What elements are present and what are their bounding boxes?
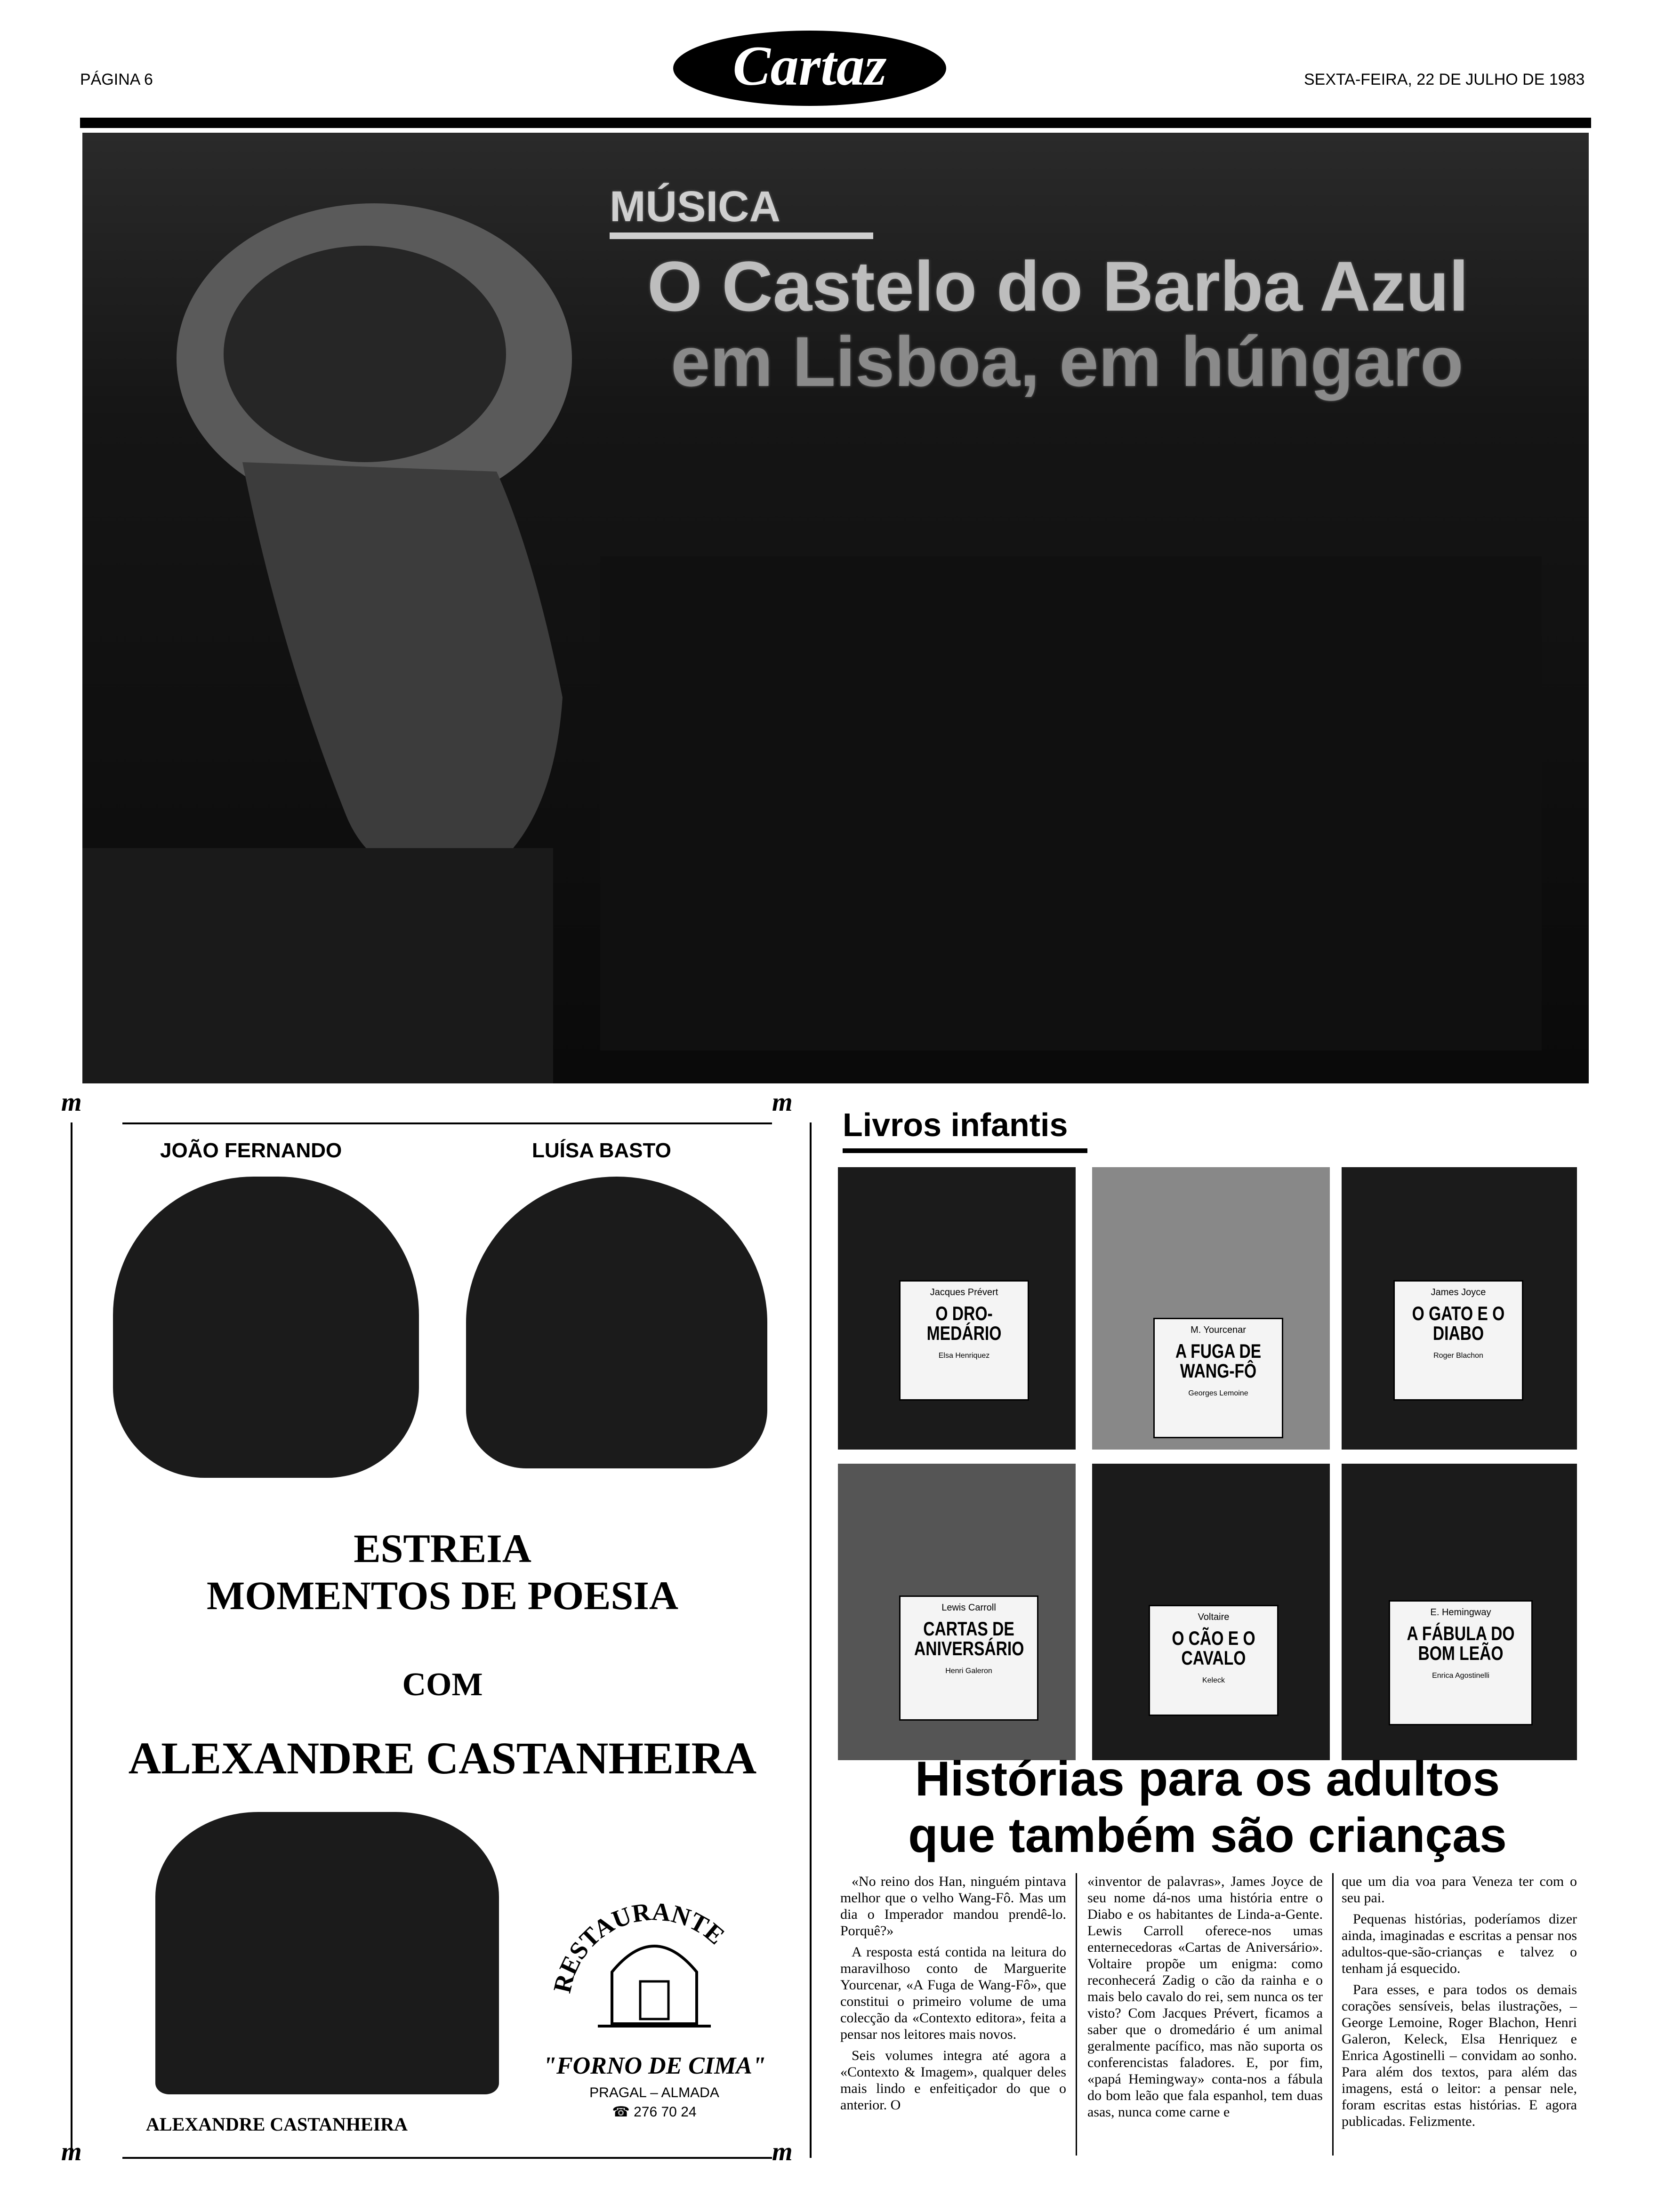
paragraph: «No reino dos Han, ninguém pintava melhor que o velho Wang-Fô. Mas um dia o Imperador mandou prendê-lo. Porquê?»	[840, 1874, 1066, 1939]
book-author: E. Hemingway	[1430, 1607, 1491, 1618]
book-title: CARTAS DE ANIVERSÁRIO	[914, 1618, 1024, 1659]
restaurant-phone: ☎ 276 70 24	[612, 2104, 697, 2120]
book-title: O DRO-MEDÁRIO	[926, 1302, 1002, 1344]
book-cover-6	[1389, 1600, 1533, 1725]
joao-fernando-photo	[113, 1177, 419, 1478]
musica-title-line1: O Castelo do Barba Azul	[647, 247, 1469, 326]
book-author: James Joyce	[1431, 1287, 1486, 1298]
book-illustration-3	[1342, 1167, 1577, 1450]
page-date: SEXTA-FEIRA, 22 DE JULHO DE 1983	[1304, 71, 1585, 88]
article-column-3	[1342, 1873, 1577, 2156]
section-underline	[610, 232, 873, 239]
paragraph: Para esses, e para todos os demais corações sensíveis, belas ilustrações, – George Lemoine, Roger Blachon, Henri Galeron, Keleck, Elsa Henriquez e Enrica Agostinelli – convidam ao sonho. Para além dos textos, para além das imagens, está o leitor: a pensar nele, foram escritas estas histórias. E agora publicadas. Felizmente.	[1342, 1982, 1577, 2129]
section-label-musica: MÚSICA	[610, 183, 780, 231]
book-illustration-6	[1342, 1464, 1577, 1760]
book-cover-5	[1149, 1605, 1279, 1716]
restaurant-logo	[541, 1864, 767, 2061]
book-title: A FÁBULA DO BOM LEÃO	[1407, 1622, 1515, 1664]
photo-caption: ALEXANDRE CASTANHEIRA	[146, 2114, 408, 2135]
book-illustration-5	[1092, 1464, 1330, 1760]
ad-bottom-rule	[122, 2157, 772, 2159]
paragraph: A resposta está contida na leitura do maravilhoso conto de Marguerite Yourcenar, «A Fuga de Wang-Fô», que constitui o primeiro volume de uma colecção da «Contexto editora», feita a pensar nos leitores mais novos.	[840, 1944, 1066, 2042]
book-cover-grid	[838, 1167, 1577, 1760]
book-cover-2	[1153, 1318, 1283, 1438]
logo-text: Cartaz	[732, 34, 887, 97]
livros-headline-line1: Histórias para os adultos	[915, 1752, 1500, 1806]
book-illustrator: Roger Blachon	[1433, 1352, 1483, 1360]
ad-line-momentos: MOMENTOS DE POESIA	[207, 1573, 678, 1618]
article-column-2	[1087, 1873, 1323, 2156]
restaurant-name: "FORNO DE CIMA"	[543, 2052, 766, 2079]
page-number: PÁGINA 6	[80, 71, 153, 88]
m-logo-top-right: m	[772, 1088, 793, 1117]
book-author: M. Yourcenar	[1190, 1325, 1246, 1335]
book-author: Jacques Prévert	[930, 1287, 998, 1298]
paragraph: Pequenas histórias, poderíamos dizer ainda, imaginadas e escritas a pensar nos adultos-que-são-crianças e talvez o tenham já esquecido.	[1342, 1911, 1577, 1976]
restaurant-arc-text: RESTAURANTE	[547, 1897, 730, 1996]
book-author: Voltaire	[1198, 1612, 1230, 1622]
article-column-1	[840, 1873, 1066, 2156]
column-divider	[1332, 1873, 1334, 2156]
m-logo-bottom-left: m	[61, 2137, 82, 2166]
restaurant-place: PRAGAL – ALMADA	[589, 2085, 719, 2100]
paragraph: «inventor de palavras», James Joyce de seu nome dá-nos uma história entre o Diabo e os habitantes de Linda-a-Gente. Lewis Carroll oferece-nos umas enternecedoras «Cartas de Aniversário». Voltaire propõe um enigma: como reconhecerá Zadig o cão da rainha e o mais belo cavalo do rei, sem nunca os ter visto? Com Jacques Prévert, ficamos a saber que o dromedário é um animal geralmente pacífico, mas não suporta os conferencistas faladores. E, por fim, «papá Hemingway» conta-nos a fábula do bom leão que fala espanhol, tem duas asas, nunca come carne e	[1087, 1874, 1323, 2120]
column-divider	[1076, 1873, 1077, 2156]
book-title: O CÃO E O CAVALO	[1172, 1627, 1255, 1669]
book-cover-1	[899, 1280, 1029, 1401]
book-title: O GATO E O DIABO	[1412, 1302, 1505, 1344]
paragraph: que um dia voa para Veneza ter com o seu pai.	[1342, 1874, 1577, 1906]
luisa-basto-photo	[466, 1177, 767, 1468]
livros-underline	[843, 1148, 1087, 1153]
masthead-logo	[664, 24, 956, 113]
ad-line-castanheira: ALEXANDRE CASTANHEIRA	[128, 1733, 757, 1783]
book-cover-3	[1393, 1280, 1523, 1401]
m-logo-bottom-right: m	[772, 2137, 793, 2166]
book-cover-4	[899, 1595, 1038, 1721]
ad-line-com: COM	[402, 1667, 483, 1703]
m-logo-top-left: m	[61, 1088, 82, 1117]
ad-left-border	[71, 1122, 72, 2158]
ad-right-border	[810, 1122, 812, 2158]
book-illustrator: Enrica Agostinelli	[1432, 1672, 1489, 1680]
book-illustration-2	[1092, 1167, 1330, 1450]
book-illustrator: Georges Lemoine	[1188, 1389, 1248, 1397]
performer2-name: LUÍSA BASTO	[532, 1139, 671, 1162]
book-title: A FUGA DE WANG-FÔ	[1175, 1340, 1262, 1382]
ad-line-estreia: ESTREIA	[354, 1526, 531, 1571]
ad-top-rule	[122, 1122, 772, 1124]
book-illustrator: Keleck	[1202, 1676, 1225, 1684]
paragraph: Seis volumes integra até agora a «Contexto & Imagem», qualquer deles mais lindo e enfeitiçador do que o anterior. O	[840, 2048, 1066, 2113]
book-author: Lewis Carroll	[941, 1603, 996, 1613]
musica-photo-block	[82, 133, 1589, 1083]
alexandre-castanheira-photo	[155, 1812, 499, 2094]
section-label-livros: Livros infantis	[843, 1106, 1068, 1143]
book-illustration-1	[838, 1167, 1076, 1450]
book-illustrator: Elsa Henriquez	[938, 1352, 990, 1360]
book-illustrator: Henri Galeron	[945, 1667, 992, 1675]
performer1-name: JOÃO FERNANDO	[160, 1139, 342, 1162]
livros-headline-line2: que também são crianças	[908, 1808, 1507, 1863]
book-illustration-4	[838, 1464, 1076, 1760]
musica-title-line2: em Lisboa, em húngaro	[671, 322, 1464, 401]
top-rule	[80, 118, 1591, 128]
